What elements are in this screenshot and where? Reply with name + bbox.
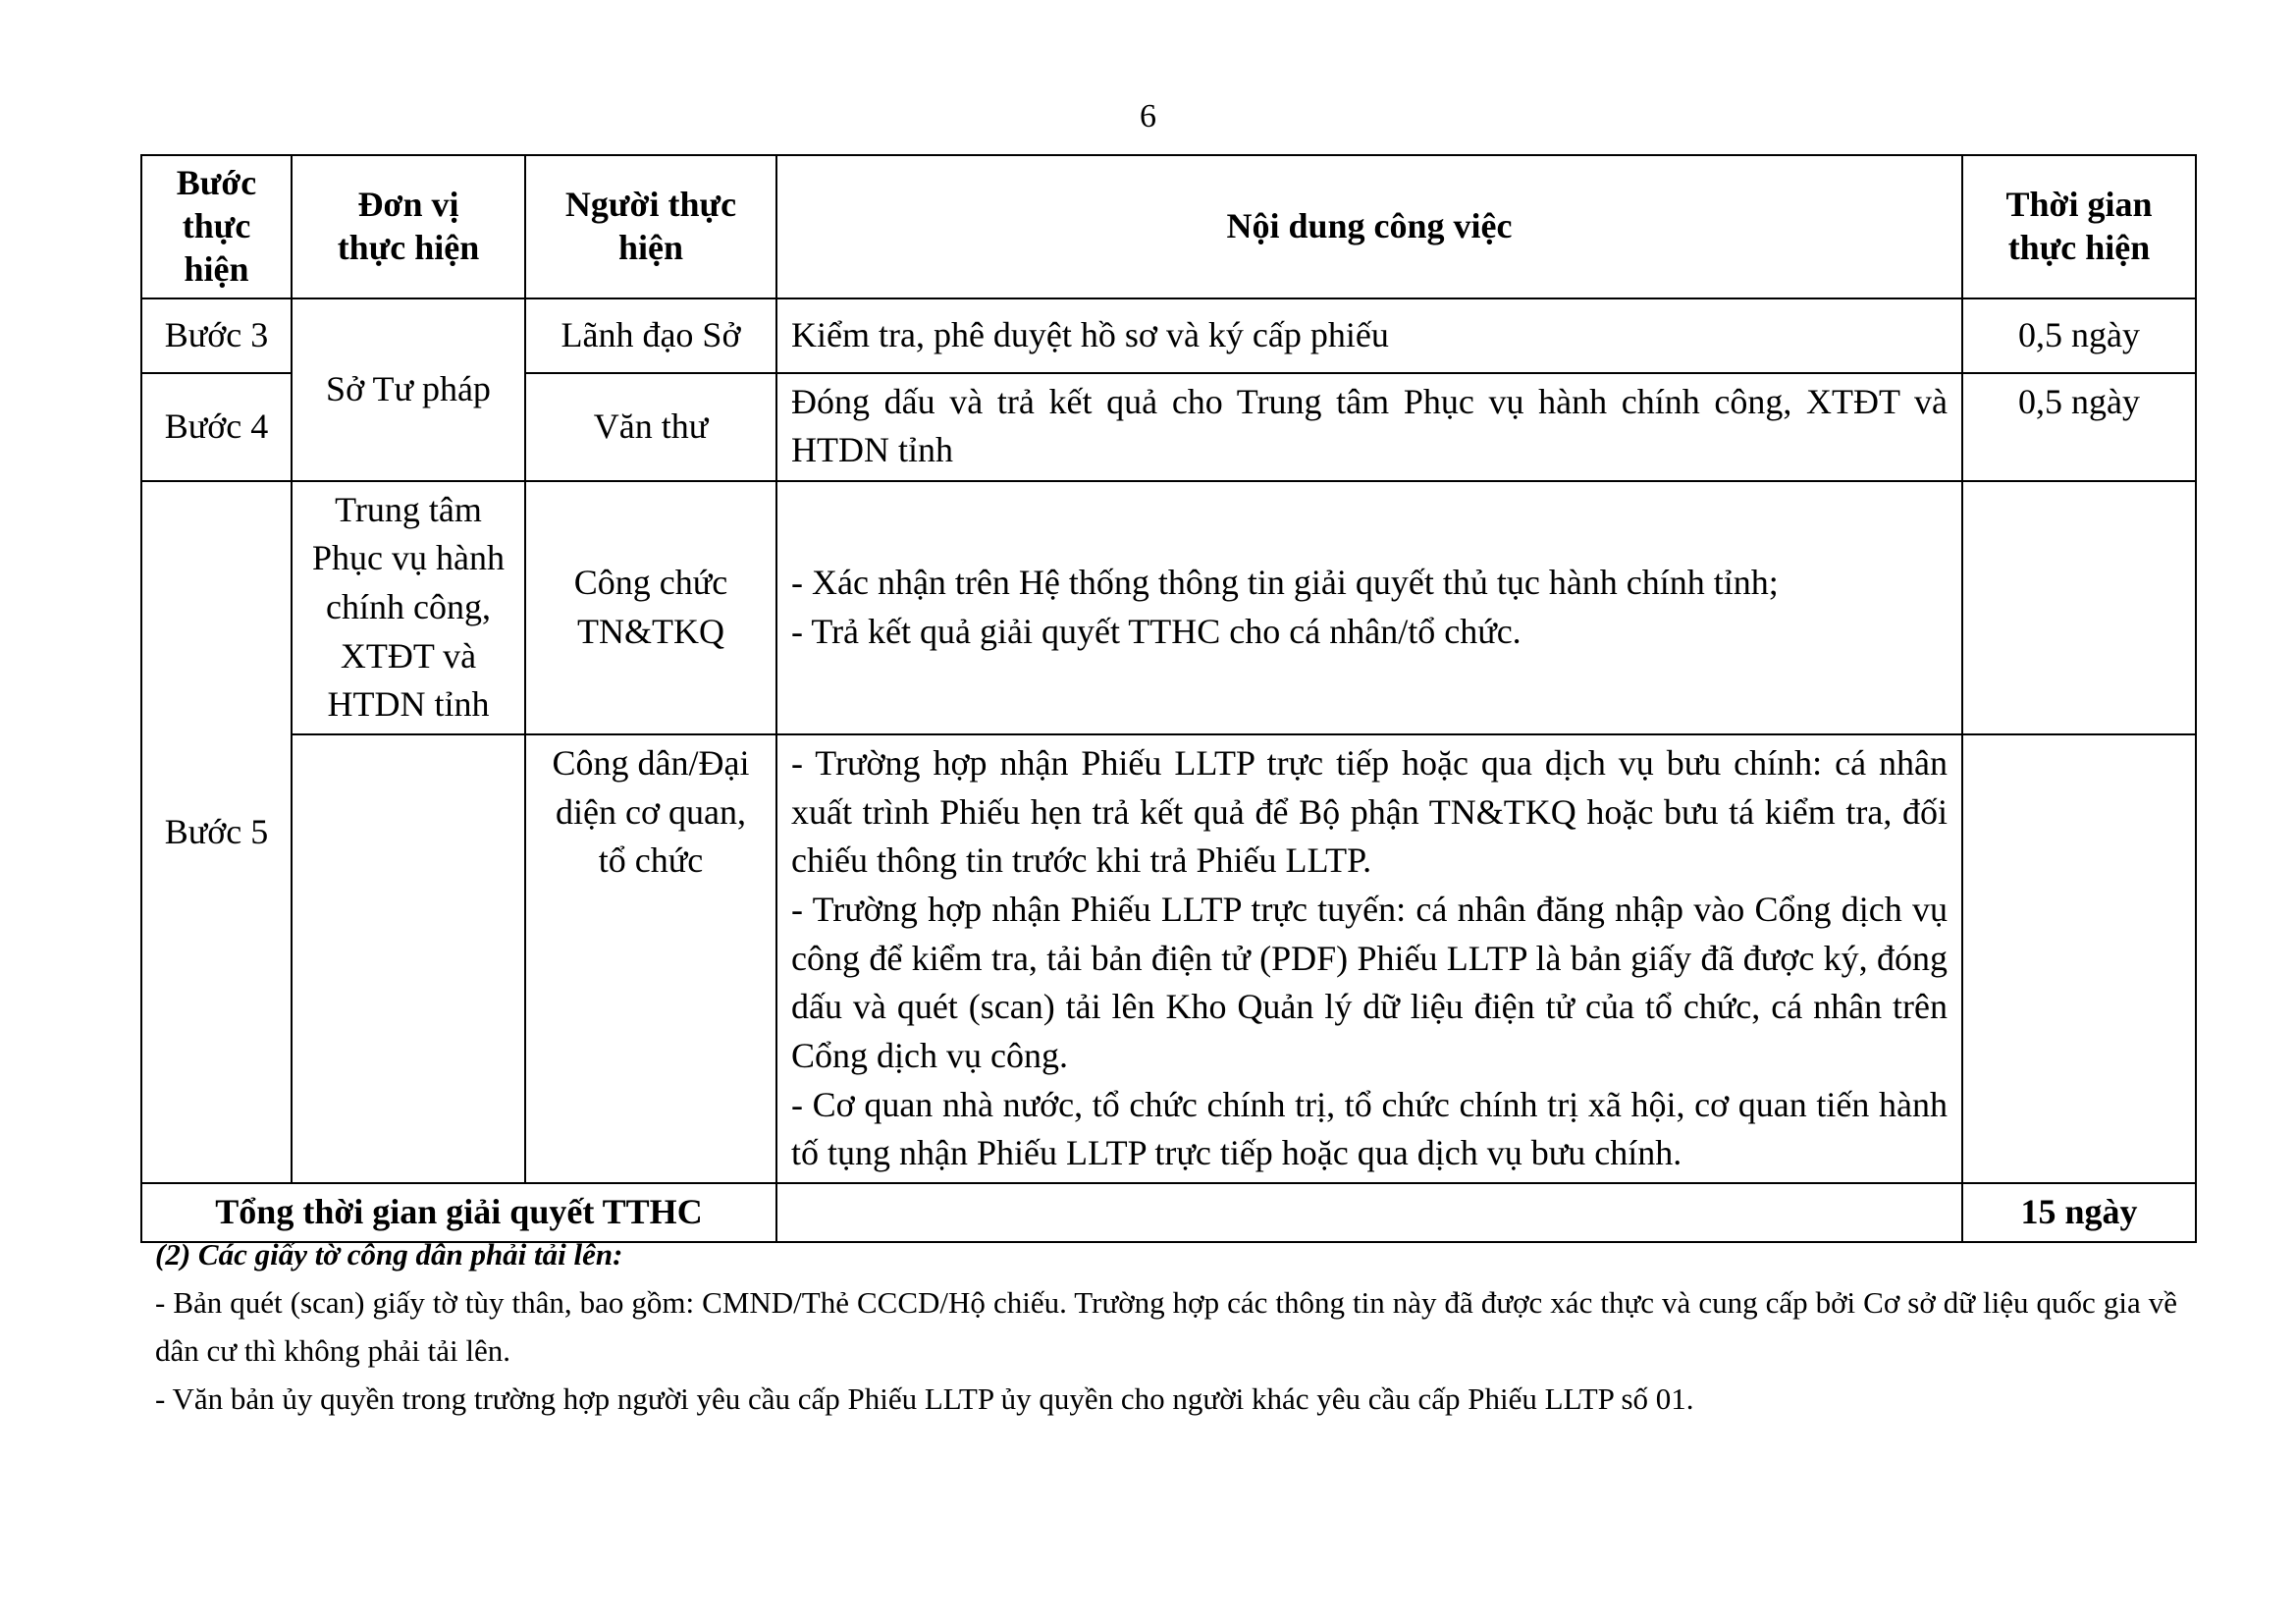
time-cell bbox=[1962, 481, 2196, 734]
header-time: Thời gian thực hiện bbox=[1962, 155, 2196, 298]
content-cell: Đóng dấu và trả kết quả cho Trung tâm Phục vụ hành chính công, XTĐT và HTDN tỉnh bbox=[776, 373, 1962, 481]
person-cell: Công chức TN&TKQ bbox=[525, 481, 776, 734]
unit-cell: Trung tâm Phục vụ hành chính công, XTĐT và HTDN tỉnh bbox=[292, 481, 525, 734]
content-cell: - Xác nhận trên Hệ thống thông tin giải quyết thủ tục hành chính tỉnh; - Trả kết quả giải quyết TTHC cho cá nhân/tổ chức. bbox=[776, 481, 1962, 734]
person-cell: Công dân/Đại diện cơ quan, tổ chức bbox=[525, 734, 776, 1183]
procedure-table bbox=[140, 154, 2197, 1243]
content-cell: - Trường hợp nhận Phiếu LLTP trực tiếp hoặc qua dịch vụ bưu chính: cá nhân xuất trình Phiếu hẹn trả kết quả để Bộ phận TN&TKQ hoặc bưu tá kiểm tra, đối chiếu thông tin trước khi trả Phiếu LLTP. - Trường hợp nhận Phiếu LLTP trực tuyến: cá nhân đăng nhập vào Cổng dịch vụ công để kiểm tra, tải bản điện tử (PDF) Phiếu LLTP là bản giấy đã được ký, đóng dấu và quét (scan) tải lên Kho Quản lý dữ liệu điện tử của tổ chức, cá nhân trên Cổng dịch vụ công. - Cơ quan nhà nước, tổ chức chính trị, tổ chức chính trị xã hội, cơ quan tiến hành tố tụng nhận Phiếu LLTP trực tiếp hoặc qua dịch vụ bưu chính. bbox=[776, 734, 1962, 1183]
table-row bbox=[141, 298, 2196, 373]
table-row bbox=[141, 734, 2196, 1183]
time-cell: 0,5 ngày bbox=[1962, 373, 2196, 481]
total-value: 15 ngày bbox=[1962, 1183, 2196, 1242]
header-content: Nội dung công việc bbox=[776, 155, 1962, 298]
total-label: Tổng thời gian giải quyết TTHC bbox=[141, 1183, 776, 1242]
person-cell: Lãnh đạo Sở bbox=[525, 298, 776, 373]
unit-cell: Sở Tư pháp bbox=[292, 298, 525, 481]
time-cell: 0,5 ngày bbox=[1962, 298, 2196, 373]
table-row bbox=[141, 481, 2196, 734]
header-person: Người thực hiện bbox=[525, 155, 776, 298]
notes-section bbox=[155, 1231, 2177, 1424]
content-cell: Kiểm tra, phê duyệt hồ sơ và ký cấp phiếu bbox=[776, 298, 1962, 373]
header-unit: Đơn vị thực hiện bbox=[292, 155, 525, 298]
header-step: Bước thực hiện bbox=[141, 155, 292, 298]
step-cell: Bước 3 bbox=[141, 298, 292, 373]
person-cell: Văn thư bbox=[525, 373, 776, 481]
step-cell: Bước 4 bbox=[141, 373, 292, 481]
table-header-row bbox=[141, 155, 2196, 298]
notes-item: - Bản quét (scan) giấy tờ tùy thân, bao gồm: CMND/Thẻ CCCD/Hộ chiếu. Trường hợp các thông tin này đã được xác thực và cung cấp bởi Cơ sở dữ liệu quốc gia về dân cư thì không phải tải lên. bbox=[155, 1284, 2177, 1368]
unit-cell bbox=[292, 734, 525, 1183]
notes-item: - Văn bản ủy quyền trong trường hợp người yêu cầu cấp Phiếu LLTP ủy quyền cho người khác yêu cầu cấp Phiếu LLTP số 01. bbox=[155, 1380, 1694, 1416]
notes-heading: (2) Các giấy tờ công dân phải tải lên: bbox=[155, 1237, 623, 1272]
page-number: 6 bbox=[1140, 98, 1156, 135]
step-cell: Bước 5 bbox=[141, 481, 292, 1183]
time-cell bbox=[1962, 734, 2196, 1183]
